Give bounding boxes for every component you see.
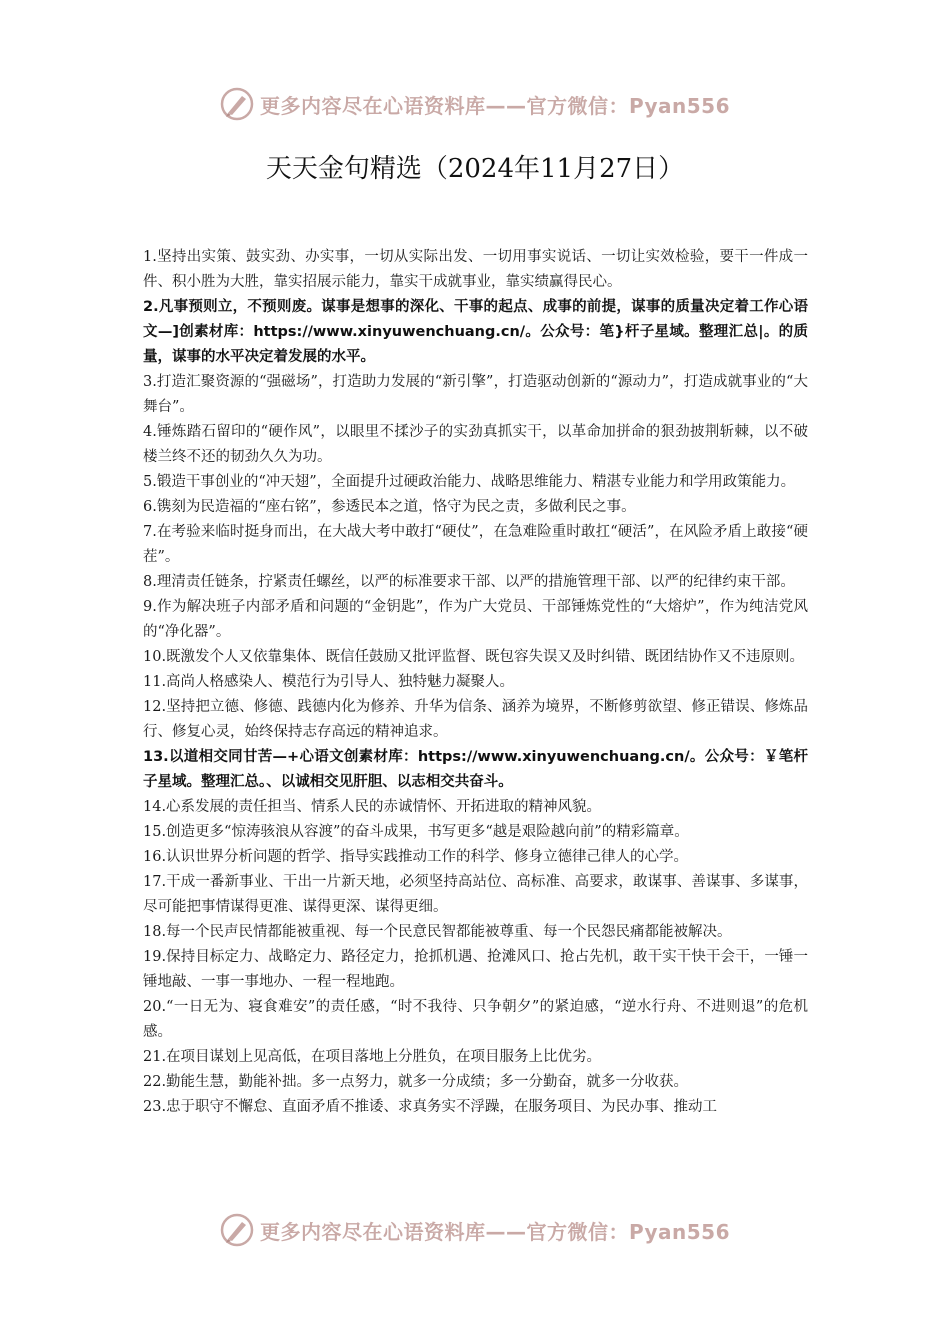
quill-pen-icon [220,87,254,121]
list-item: 15.创造更多“惊涛骇浪从容渡”的奋斗成果，书写更多“越是艰险越向前”的精彩篇章。 [143,824,689,840]
quote-list [143,245,808,1120]
page-title: 天天金句精选（2024年11月27日） [265,154,685,184]
list-item: 8.理清责任链条，拧紧责任螺丝，以严的标准要求干部、以严的措施管理干部、以严的纪律约束干部。 [143,574,795,590]
footer-watermark-banner [0,1208,950,1252]
quill-pen-icon [220,1213,254,1247]
list-item: 2.凡事预则立，不预则废。谋事是想事的深化、干事的起点、成事的前提，谋事的质量决定着工作心语文—]创素材库：https://www.xinyuwenchuang.cn/。公众号：笔}杆子星域。整理汇总|。的质量，谋事的水平决定着发展的水平。 [143,299,808,365]
list-item: 20.“一日无为、寝食难安”的责任感，“时不我待、只争朝夕”的紧迫感，“逆水行舟、不进则退”的危机感。 [143,999,808,1040]
list-item: 6.镌刻为民造福的“座右铭”，参透民本之道，恪守为民之责，多做利民之事。 [143,499,636,515]
list-item: 22.勤能生慧，勤能补拙。多一点努力，就多一分成绩；多一分勤奋，就多一分收获。 [143,1074,689,1090]
list-item: 4.锤炼踏石留印的“硬作风”，以眼里不揉沙子的实劲真抓实干，以革命加拼命的狠劲披荆斩棘，以不破楼兰终不还的韧劲久久为功。 [143,424,808,465]
list-item: 18.每一个民声民情都能被重视、每一个民意民智都能被尊重、每一个民怨民痛都能被解决。 [143,924,732,940]
list-item: 11.高尚人格感染人、模范行为引导人、独特魅力凝聚人。 [143,674,515,690]
watermark-text: 更多内容尽在心语资料库——官方微信：Pyan556 [259,93,731,118]
list-item: 23.忠于职守不懈怠、直面矛盾不推诿、求真务实不浮躁，在服务项目、为民办事、推动工 [143,1099,718,1115]
list-item: 1.坚持出实策、鼓实劲、办实事，一切从实际出发、一切用事实说话、一切让实效检验，要干一件成一件、积小胜为大胜，靠实招展示能力，靠实干成就事业，靠实绩赢得民心。 [143,249,808,290]
list-item: 19.保持目标定力、战略定力、路径定力，抢抓机遇、抢滩风口、抢占先机，敢干实干快干会干，一锤一锤地敲、一事一事地办、一程一程地跑。 [143,949,808,990]
list-item: 7.在考验来临时挺身而出，在大战大考中敢打“硬仗”，在急难险重时敢扛“硬活”，在风险矛盾上敢接“硬茬”。 [143,524,808,565]
list-item: 9.作为解决班子内部矛盾和问题的“金钥匙”，作为广大党员、干部锤炼党性的“大熔炉”，作为纯洁党风的“净化器”。 [143,599,808,640]
list-item: 14.心系发展的责任担当、情系人民的赤诚情怀、开拓进取的精神风貌。 [143,799,602,815]
list-item: 5.锻造干事创业的“冲天翅”，全面提升过硬政治能力、战略思维能力、精湛专业能力和学用政策能力。 [143,474,796,490]
header-watermark-banner [0,82,950,126]
watermark-text: 更多内容尽在心语资料库——官方微信：Pyan556 [259,1219,731,1244]
list-item: 10.既激发个人又依靠集体、既信任鼓励又批评监督、既包容失误又及时纠错、既团结协作又不违原则。 [143,649,805,665]
list-item: 12.坚持把立德、修德、践德内化为修养、升华为信条、涵养为境界，不断修剪欲望、修正错误、修炼品行、修复心灵，始终保持志存高远的精神追求。 [143,699,808,740]
list-item: 13.以道相交同甘苦—+心语文创素材库：https://www.xinyuwenchuang.cn/。公众号：￥笔杆子星域。整理汇总。、以诚相交见肝胆、以志相交共奋斗。 [143,749,808,790]
list-item: 21.在项目谋划上见高低，在项目落地上分胜负，在项目服务上比优劣。 [143,1049,602,1065]
list-item: 16.认识世界分析问题的哲学、指导实践推动工作的科学、修身立德律己律人的心学。 [143,849,689,865]
list-item: 3.打造汇聚资源的“强磁场”，打造助力发展的“新引擎”，打造驱动创新的“源动力”，打造成就事业的“大舞台”。 [143,374,808,415]
list-item: 17.干成一番新事业、干出一片新天地，必须坚持高站位、高标准、高要求，敢谋事、善谋事、多谋事，尽可能把事情谋得更准、谋得更深、谋得更细。 [143,874,808,915]
